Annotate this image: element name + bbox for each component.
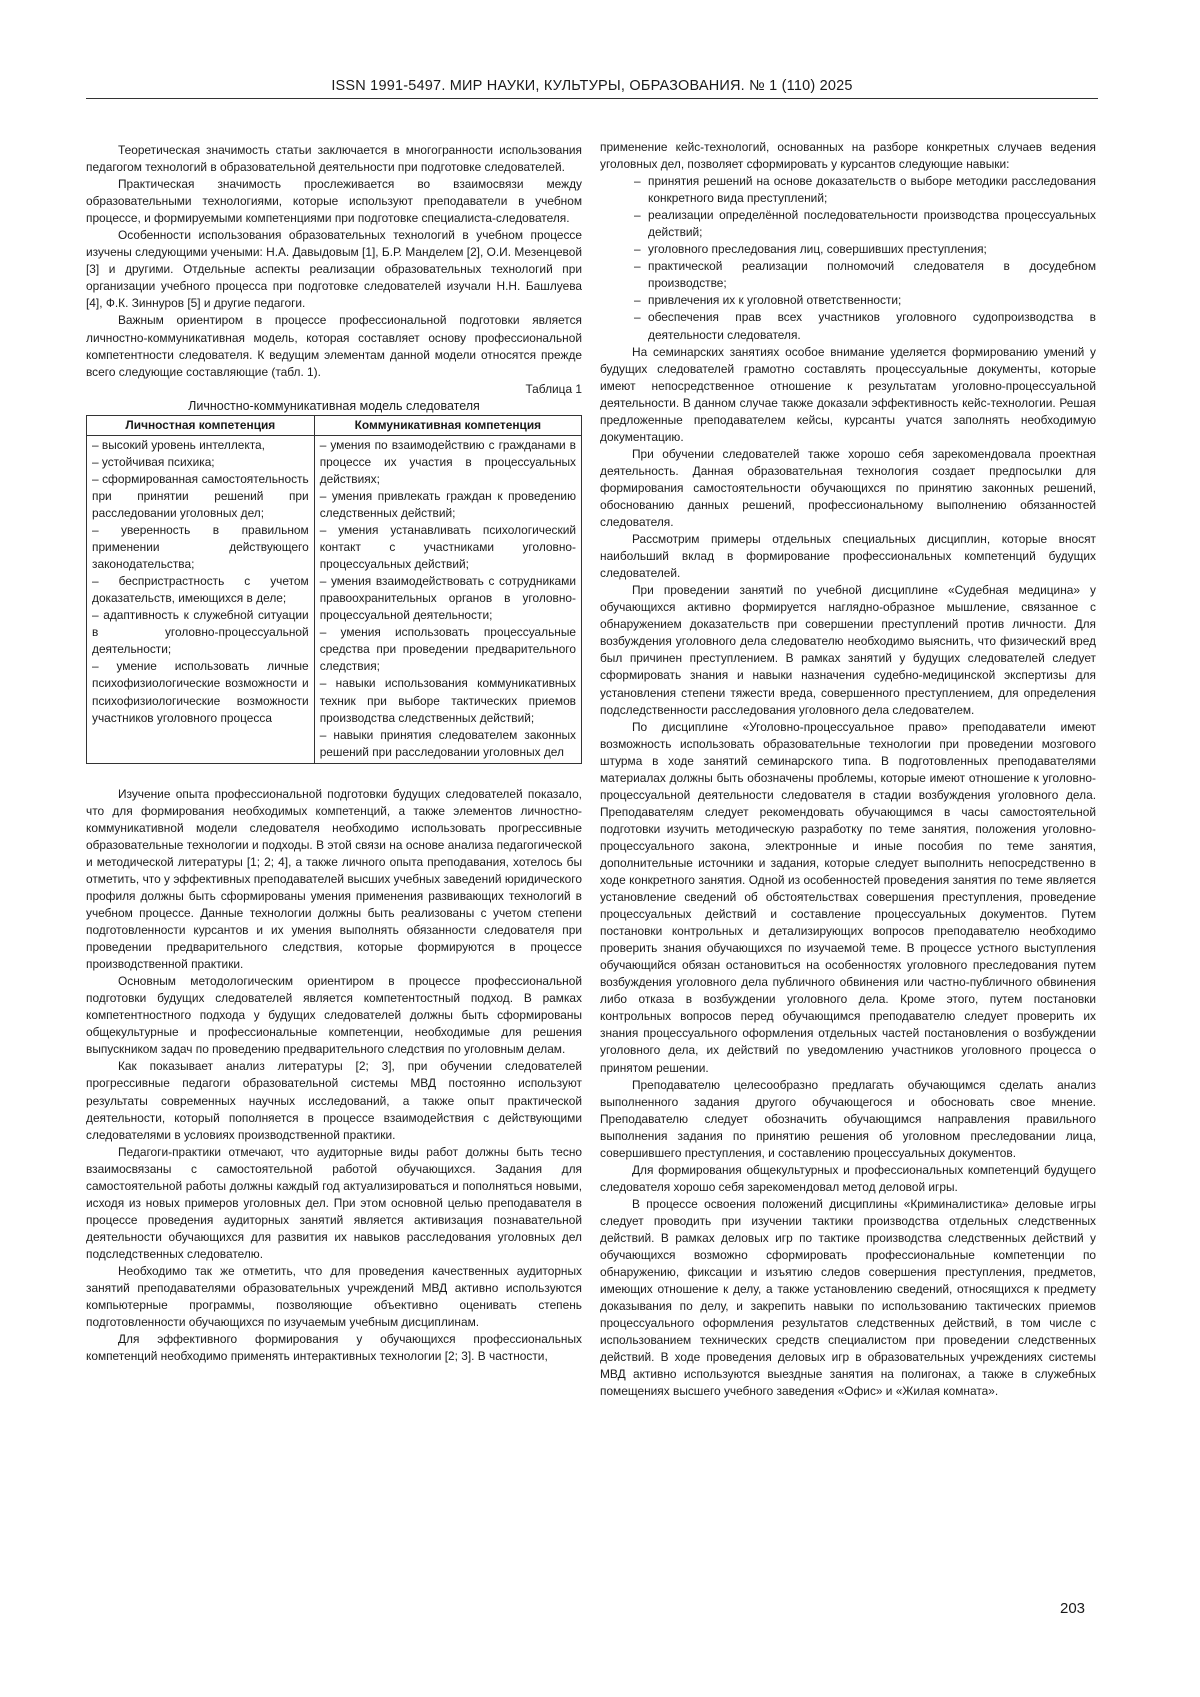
journal-header: ISSN 1991-5497. МИР НАУКИ, КУЛЬТУРЫ, ОБРАЗОВАНИЯ. № 1 (110) 2025	[86, 78, 1098, 94]
paragraph: В процессе освоения положений дисциплины «Криминалистика» деловые игры следует проводить при изучении тактики производства отдельных следственных действий. В рамках деловых игр по тактике производства следственных действий у обучающихся возможно сформировать профессиональные компетенции по обнаружению, фиксации и изъятию следов совершения преступления, предметов, имеющих отношение к делу, а также установлению сведений, относящихся к предмету доказывания по делу, и закрепить навыки по использованию тактических приемов процессуального оформления результатов следственных действий, в том числе с использованием технических средств специалистом при проведении следственных действий. В ходе проведения деловых игр в образовательных учреждениях системы МВД активно используются выездные занятия на полигонах, а также в служебных помещениях высшего учебного заведения «Офис» и «Жилая комната».	[600, 1196, 1096, 1401]
list-item-text: практической реализации полномочий следователя в досудебном производстве;	[632, 258, 1096, 292]
list-item-text: уголовного преследования лиц, совершивших преступления;	[632, 241, 1096, 258]
header-rule	[86, 98, 1098, 99]
table-item: – умения взаимодействовать с сотрудниками правоохранительных органов в уголовно-процессуальной деятельности;	[320, 573, 576, 624]
paragraph: При проведении занятий по учебной дисциплине «Судебная медицина» у обучающихся активно формируется наглядно-образное мышление, связанное с обнаружением доказательств при совершении преступлений против личности. Для возбуждения уголовного дела следователю необходимо выяснить, что физический вред был причинен преступлением. В рамках занятий у будущих следователей следует сформировать знания и навыки назначения судебно-медицинской экспертизы для установления степени тяжести вреда, совершенного преступлением, для определения подследственности расследования уголовного дела следователем.	[600, 582, 1096, 718]
table-item: – навыки принятия следователем законных решений при расследовании уголовных дел	[320, 727, 576, 761]
table-item: – умения устанавливать психологический контакт с участниками уголовно-процессуальных действий;	[320, 522, 576, 573]
table-item: – адаптивность к служебной ситуации в уголовно-процессуальной деятельности;	[92, 607, 309, 658]
list-item-text: обеспечения прав всех участников уголовного судопроизводства в деятельности следователя.	[632, 309, 1096, 343]
table-item: – устойчивая психика;	[92, 454, 309, 471]
right-column	[600, 139, 1096, 1400]
paragraph: Необходимо так же отметить, что для проведения качественных аудиторных занятий преподавателями образовательных учреждений МВД активно используются компьютерные программы, позволяющие объективно оценивать степень подготовленности обучающихся по изучаемым учебным дисциплинам.	[86, 1263, 582, 1331]
table-item: – высокий уровень интеллекта,	[92, 437, 309, 454]
list-item	[600, 207, 1096, 241]
list-item	[600, 309, 1096, 343]
paragraph: Теоретическая значимость статьи заключается в многогранности использования педагогом технологий в образовательной деятельности при подготовке следователей.	[86, 142, 582, 176]
dash-bullet: –	[634, 207, 641, 224]
paragraph: При обучении следователей также хорошо себя зарекомендовала проектная деятельность. Данная образовательная технология создает предпосылки для формирования самостоятельности обучающихся по принятию законных решений, обоснованию данных решений, профессиональному выполнению обязанностей следователя.	[600, 446, 1096, 531]
list-item	[600, 258, 1096, 292]
table-item: – умения по взаимодействию с гражданами в процессе их участия в процессуальных действиях;	[320, 437, 576, 488]
paragraph: Как показывает анализ литературы [2; 3], при обучении следователей прогрессивные педагоги образовательной системы МВД постоянно используют результаты современных научных исследований, а также опыт практической деятельности, который пополняется в процессе взаимодействия с действующими следователями в условиях производственной практики.	[86, 1058, 582, 1143]
paragraph: Рассмотрим примеры отдельных специальных дисциплин, которые вносят наибольший вклад в формирование профессиональных компетенций будущих следователей.	[600, 531, 1096, 582]
table-item: – умения привлекать граждан к проведению следственных действий;	[320, 488, 576, 522]
left-column	[86, 142, 582, 1365]
dash-bullet: –	[634, 309, 641, 326]
dash-bullet: –	[634, 258, 641, 275]
list-item	[600, 292, 1096, 309]
page-number: 203	[1060, 1600, 1085, 1617]
table-item: – уверенность в правильном применении действующего законодательства;	[92, 522, 309, 573]
paragraph: По дисциплине «Уголовно-процессуальное право» преподаватели имеют возможность использовать образовательные технологии при проведении мозгового штурма в ходе занятий семинарского типа. В подготовленных преподавателями материалах должны быть обозначены проблемы, которые имеют отношение к уголовно-процессуальной деятельности следователя в стадии возбуждения уголовного дела. Преподавателям следует рекомендовать обучающимся в часы самостоятельной подготовки изучить методическую разработку по теме занятия, положения уголовно-процессуального закона, электронные и иные пособия по теме занятия, дополнительные источники и задания, которые следует выполнить непосредственно в ходе конкретного занятия. Одной из особенностей проведения занятия по теме является установление сведений об обстоятельствах совершения преступления, проведение процессуальных действий и составление процессуальных документов. Путем постановки контрольных и детализирующих вопросов преподавателю необходимо проверить знания обучающихся по изучаемой теме. В процессе устного выступления обучающийся обязан остановиться на особенностях уголовного преследования путем возбуждения уголовного дела публичного обвинения или частно-публичного обвинения либо отказа в возбуждении уголовного дела. Кроме этого, путем постановки контрольных вопросов перед обучающимся преподавателю следует проверить их знания процессуального оформления отдельных частей постановления о возбуждении уголовного дела, их действий по уведомлению участников уголовного процесса о принятом решении.	[600, 719, 1096, 1077]
paragraph: Для эффективного формирования у обучающихся профессиональных компетенций необходимо применять интерактивных технологии [2; 3]. В частности,	[86, 1331, 582, 1365]
paragraph: Основным методологическим ориентиром в процессе профессиональной подготовки будущих следователей является компетентостный подход. В рамках компетентностного подхода у будущих следователей должны быть сформированы общекультурные и профессиональные компетенции, необходимые для решения выпускником задач по проведению предварительного следствия по уголовным делам.	[86, 973, 582, 1058]
paragraph: Для формирования общекультурных и профессиональных компетенций будущего следователя хорошо себя зарекомендовал метод деловой игры.	[600, 1162, 1096, 1196]
table-title: Личностно-коммуникативная модель следователя	[86, 398, 582, 415]
model-table	[86, 415, 582, 764]
table-item: – умения использовать процессуальные средства при проведении предварительного следствия;	[320, 624, 576, 675]
list-item	[600, 241, 1096, 258]
list-item-text: реализации определённой последовательности производства процессуальных действий;	[632, 207, 1096, 241]
dash-bullet: –	[634, 173, 641, 190]
table-item: – беспристрастность с учетом доказательств, имеющихся в деле;	[92, 573, 309, 607]
table-header-personal: Личностная компетенция	[87, 415, 315, 435]
paragraph: Преподавателю целесообразно предлагать обучающимся сделать анализ выполненного задания другого обучающегося и обосновать свое мнение. Преподавателю следует обозначить обучающимся направления правильного выполнения задания по принятию решения об уголовном преследовании лица, совершившего преступления, и составлению процессуальных документов.	[600, 1077, 1096, 1162]
list-item-text: принятия решений на основе доказательств о выборе методики расследования конкретного вида преступлений;	[632, 173, 1096, 207]
table-item: – сформированная самостоятельность при принятии решений при расследовании уголовных дел;	[92, 471, 309, 522]
paragraph: Педагоги-практики отмечают, что аудиторные виды работ должны быть тесно взаимосвязаны с самостоятельной работой обучающихся. Задания для самостоятельной работы должны каждый год актуализироваться и пополняться новыми, исходя из новых примеров уголовных дел. При этом основной целью преподавателя в процессе проведения аудиторных занятий является активизация познавательной деятельности обучающихся для развития их навыков расследования уголовных дел подследственных следователю.	[86, 1144, 582, 1263]
table-cell-communicative	[314, 435, 581, 763]
paragraph: применение кейс-технологий, основанных на разборе конкретных случаев ведения уголовных дел, позволяет сформировать у курсантов следующие навыки:	[600, 139, 1096, 173]
paragraph: Особенности использования образовательных технологий в учебном процессе изучены следующими учеными: Н.А. Давыдовым [1], Б.Р. Манделем [2], О.И. Мезенцевой [3] и другими. Отдельные аспекты реализации образовательных технологий при организации учебного процесса при подготовке следователей изучали Н.Н. Башлуева [4], Ф.К. Зиннуров [5] и другие педагоги.	[86, 227, 582, 312]
paragraph: Практическая значимость прослеживается во взаимосвязи между образовательными технологиями, которые используют преподаватели в учебном процессе, и формируемыми компетенциями при подготовке специалиста-следователя.	[86, 176, 582, 227]
table-caption: Таблица 1	[86, 381, 582, 398]
paragraph: Важным ориентиром в процессе профессиональной подготовки является личностно-коммуникативная модель, которая составляет основу профессиональной компетентности следователя. К ведущим элементам данной модели относятся прежде всего следующие составляющие (табл. 1).	[86, 312, 582, 380]
table-item: – навыки использования коммуникативных техник при выборе тактических приемов производства следственных действий;	[320, 675, 576, 726]
dash-bullet: –	[634, 241, 641, 258]
paragraph: На семинарских занятиях особое внимание уделяется формированию умений у будущих следователей грамотно составлять процессуальные документы, которые имеют непосредственное отношение к результатам уголовно-процессуальной деятельности. В данном случае также доказали эффективность кейс-технологии. Решая предложенные преподавателем кейсы, курсанты учатся заполнять необходимую документацию.	[600, 344, 1096, 446]
table-item: – умение использовать личные психофизиологические возможности и психофизиологические возможности участников уголовного процесса	[92, 658, 309, 726]
list-item-text: привлечения их к уголовной ответственности;	[632, 292, 1096, 309]
list-item	[600, 173, 1096, 207]
table-cell-personal	[87, 435, 315, 763]
table-header-communicative: Коммуникативная компетенция	[314, 415, 581, 435]
dash-bullet: –	[634, 292, 641, 309]
paragraph: Изучение опыта профессиональной подготовки будущих следователей показало, что для формирования необходимых компетенций, а также элементов личностно-коммуникативной модели следователя необходимо использовать прогрессивные образовательные технологии и подходы. В этой связи на основе анализа педагогической и методической литературы [1; 2; 4], а также личного опыта преподавания, хотелось бы отметить, что у эффективных преподавателей высших учебных заведений юридического профиля должны быть сформированы умения применения развивающих технологий в учебном процессе. Данные технологии должны быть реализованы с учетом степени подготовленности курсантов и их умения выполнять обязанности следователя при проведении предварительного следствия, которые формируются в процессе производственной практики.	[86, 786, 582, 974]
